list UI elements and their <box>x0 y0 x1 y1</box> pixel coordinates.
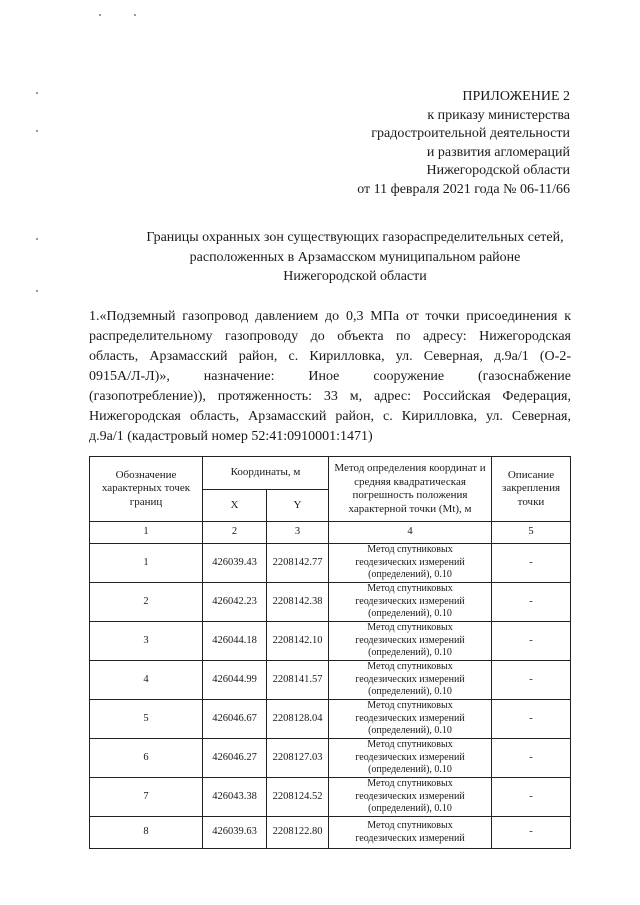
table-row <box>90 700 571 739</box>
table-row <box>90 622 571 661</box>
table-row <box>90 583 571 622</box>
scan-speck <box>36 130 38 132</box>
coord-x: 426046.27 <box>203 739 267 778</box>
method-line: геодезических измерений <box>355 673 465 685</box>
method-cell <box>329 739 492 778</box>
method-line: геодезических измерений <box>355 595 465 607</box>
point-number: 5 <box>90 700 203 739</box>
method-line: (определений), 0.10 <box>368 803 452 815</box>
method-line: геодезических измерений <box>355 556 465 568</box>
document-title <box>95 228 615 287</box>
method-line: Метод спутниковых <box>367 739 453 751</box>
point-number: 8 <box>90 817 203 849</box>
description-cell: - <box>492 622 571 661</box>
method-cell <box>329 778 492 817</box>
coord-x: 426044.18 <box>203 622 267 661</box>
appendix-header <box>357 88 570 200</box>
description-cell: - <box>492 700 571 739</box>
coord-x: 426039.43 <box>203 544 267 583</box>
method-line: Метод спутниковых <box>367 778 453 790</box>
coord-x: 426039.63 <box>203 817 267 849</box>
column-number: 1 <box>90 522 203 544</box>
description-cell: - <box>492 817 571 849</box>
method-line: Метод спутниковых <box>367 622 453 634</box>
method-cell <box>329 544 492 583</box>
appendix-line: градостроительной деятельности <box>371 126 570 142</box>
scan-speck <box>134 14 136 16</box>
column-number: 4 <box>329 522 492 544</box>
coord-y: 2208142.10 <box>267 622 329 661</box>
point-number: 6 <box>90 739 203 778</box>
method-cell <box>329 583 492 622</box>
header-coordinates: Координаты, м <box>203 457 329 490</box>
method-line: геодезических измерений <box>355 751 465 763</box>
paragraph-line: 0915А/Л-Л)», назначение: Иное сооружение (газоснабжение <box>89 369 571 384</box>
coordinates-table <box>89 456 571 849</box>
method-cell <box>329 700 492 739</box>
method-line: (определений), 0.10 <box>368 608 452 620</box>
title-line: расположенных в Арзамасском муниципальном районе <box>189 249 521 265</box>
method-line: Метод спутниковых <box>367 583 453 595</box>
table-row <box>90 544 571 583</box>
coord-y: 2208141.57 <box>267 661 329 700</box>
coord-y: 2208142.38 <box>267 583 329 622</box>
description-cell: - <box>492 778 571 817</box>
point-number: 7 <box>90 778 203 817</box>
coord-x: 426043.38 <box>203 778 267 817</box>
title-line: Границы охранных зон существующих газораспределительных сетей, <box>146 230 564 245</box>
coord-y: 2208142.77 <box>267 544 329 583</box>
table-row <box>90 739 571 778</box>
description-cell: - <box>492 544 571 583</box>
header-x: X <box>203 490 267 522</box>
paragraph-line: распределительному газопроводу до объекта по адресу: Нижегородская <box>89 329 571 344</box>
scan-speck <box>99 14 101 16</box>
method-cell <box>329 817 492 849</box>
table-row <box>90 661 571 700</box>
point-number: 1 <box>90 544 203 583</box>
scan-speck <box>36 92 38 94</box>
appendix-line: и развития агломераций <box>426 144 570 160</box>
method-line: геодезических измерений <box>355 832 465 844</box>
method-line: геодезических измерений <box>355 790 465 802</box>
paragraph-line: Нижегородская область, Арзамасский район, с. Кирилловка, ул. Северная, <box>89 409 571 424</box>
method-line: Метод спутниковых <box>367 661 453 673</box>
coord-y: 2208122.80 <box>267 817 329 849</box>
point-number: 2 <box>90 583 203 622</box>
coord-x: 426042.23 <box>203 583 267 622</box>
scan-speck <box>36 238 38 240</box>
method-line: (определений), 0.10 <box>368 725 452 737</box>
paragraph-line: 1.«Подземный газопровод давлением до 0,3 МПа от точки присоединения к <box>89 309 571 324</box>
method-line: Метод спутниковых <box>367 700 453 712</box>
appendix-title: ПРИЛОЖЕНИЕ 2 <box>462 89 570 104</box>
coord-y: 2208124.52 <box>267 778 329 817</box>
method-line: геодезических измерений <box>355 634 465 646</box>
table-row <box>90 817 571 849</box>
appendix-line: к приказу министерства <box>427 107 570 123</box>
column-number: 5 <box>492 522 571 544</box>
method-cell <box>329 661 492 700</box>
coord-y: 2208127.03 <box>267 739 329 778</box>
method-line: (определений), 0.10 <box>368 764 452 776</box>
description-cell: - <box>492 583 571 622</box>
description-cell: - <box>492 661 571 700</box>
column-number: 2 <box>203 522 267 544</box>
method-line: Метод спутниковых <box>367 820 453 831</box>
point-number: 4 <box>90 661 203 700</box>
header-method: Метод определения координат и средняя квадратическая погрешность положения характерной точки (Mt), м <box>329 457 492 522</box>
method-line: Метод спутниковых <box>367 544 453 556</box>
paragraph-line: д.9а/1 (кадастровый номер 52:41:0910001:1471) <box>89 429 373 444</box>
appendix-line: Нижегородской области <box>426 163 570 179</box>
header-designation: Обозначение характерных точек границ <box>90 457 203 522</box>
method-cell <box>329 622 492 661</box>
method-line: (определений), 0.10 <box>368 647 452 659</box>
method-line: геодезических измерений <box>355 712 465 724</box>
method-line: (определений), 0.10 <box>368 686 452 698</box>
table-row <box>90 778 571 817</box>
scan-speck <box>36 290 38 292</box>
header-description: Описание закрепления точки <box>492 457 571 522</box>
object-description <box>89 307 571 447</box>
title-line: Нижегородской области <box>283 269 427 284</box>
column-number: 3 <box>267 522 329 544</box>
coord-x: 426046.67 <box>203 700 267 739</box>
paragraph-line: область, Арзамасский район, с. Кирилловка, ул. Северная, д.9а/1 (О-2- <box>89 349 571 364</box>
coord-y: 2208128.04 <box>267 700 329 739</box>
point-number: 3 <box>90 622 203 661</box>
description-cell: - <box>492 739 571 778</box>
header-y: Y <box>267 490 329 522</box>
method-line: (определений), 0.10 <box>368 569 452 581</box>
table-body <box>90 544 571 849</box>
paragraph-line: (газопотребление)), протяженность: 33 м, адрес: Российская Федерация, <box>89 389 571 404</box>
appendix-date: от 11 февраля 2021 года № 06-11/66 <box>357 181 570 197</box>
coord-x: 426044.99 <box>203 661 267 700</box>
